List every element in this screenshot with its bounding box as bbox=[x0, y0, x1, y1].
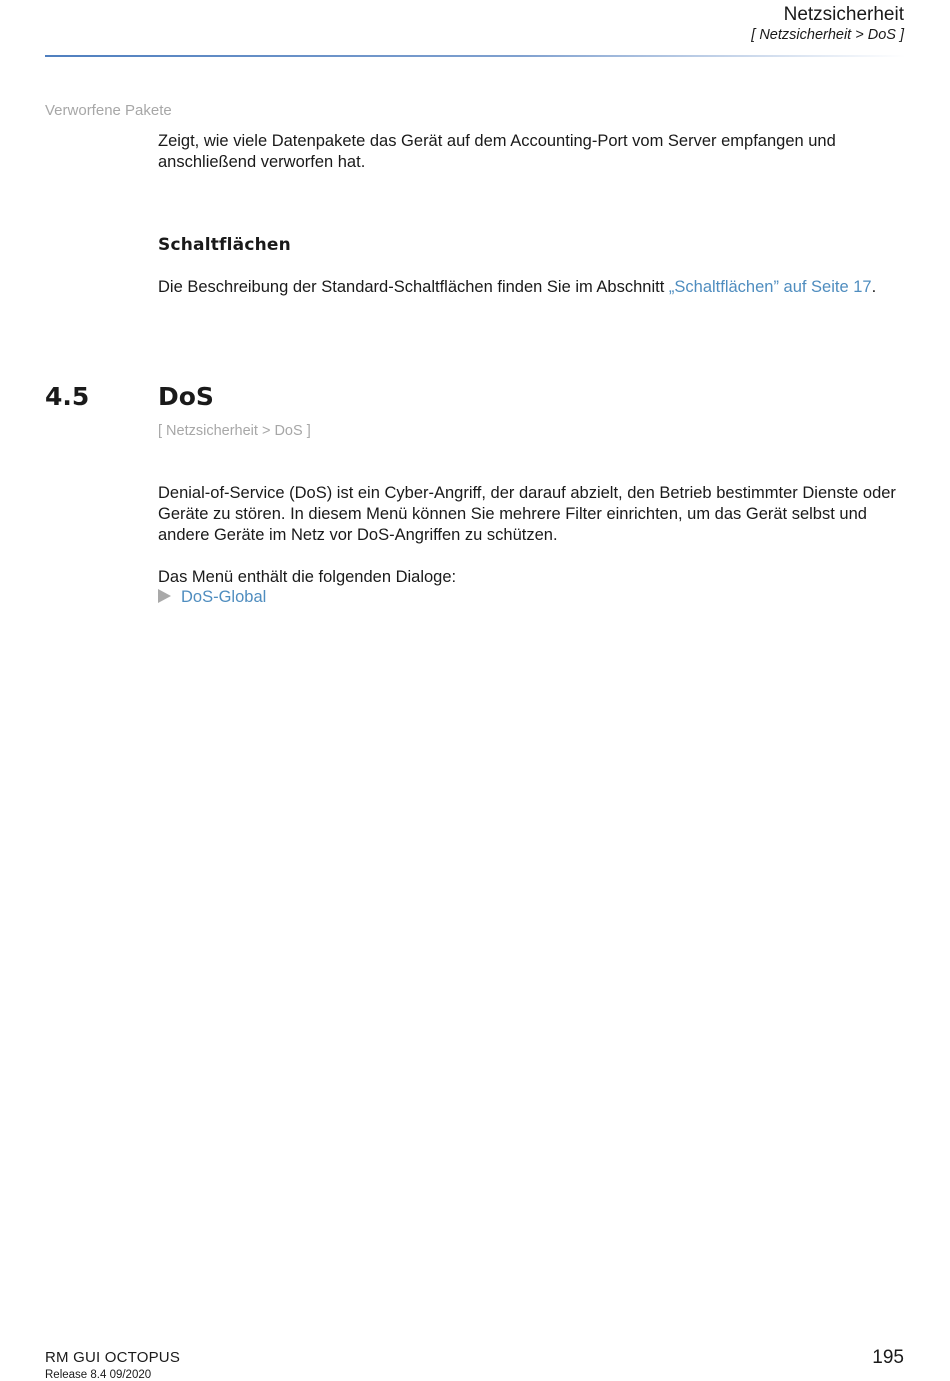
buttons-heading: Schaltflächen bbox=[158, 235, 291, 255]
menu-intro: Das Menü enthält die folgenden Dialoge: bbox=[158, 568, 457, 586]
buttons-text: Die Beschreibung der Standard-Schaltflächen finden Sie im Abschnitt bbox=[158, 278, 669, 296]
section-title: DoS bbox=[158, 382, 214, 411]
dos-global-link[interactable]: DoS-Global bbox=[181, 588, 267, 606]
running-header-path: [ Netzsicherheit > DoS ] bbox=[751, 27, 904, 43]
section-number: 4.5 bbox=[45, 382, 90, 411]
footer-product: RM GUI OCTOPUS bbox=[45, 1349, 181, 1366]
buttons-text-end: . bbox=[871, 278, 877, 296]
buttons-crossref-link[interactable]: „Schaltflächen” auf Seite 17 bbox=[668, 278, 872, 296]
buttons-paragraph bbox=[158, 277, 908, 298]
term-description: Zeigt, wie viele Datenpakete das Gerät auf dem Accounting-Port vom Server empfangen und anschließend verworfen hat. bbox=[158, 132, 836, 171]
triangle-bullet-icon bbox=[158, 589, 171, 603]
dialog-list-item bbox=[158, 587, 266, 608]
page-number: 195 bbox=[872, 1347, 904, 1368]
section-intro: Denial-of-Service (DoS) ist ein Cyber-Angriff, der darauf abzielt, den Betrieb bestimmter Dienste oder Geräte zu stören. In diesem Menü können Sie mehrere Filter einrichten, um das Gerät selbst und andere Geräte im Netz vor DoS-Angriffen zu schützen. bbox=[158, 484, 896, 544]
term-label: Verworfene Pakete bbox=[45, 102, 172, 119]
running-header-title: Netzsicherheit bbox=[783, 4, 904, 25]
footer-release: Release 8.4 09/2020 bbox=[45, 1369, 152, 1381]
header-rule bbox=[45, 55, 905, 57]
section-path: [ Netzsicherheit > DoS ] bbox=[158, 423, 311, 439]
